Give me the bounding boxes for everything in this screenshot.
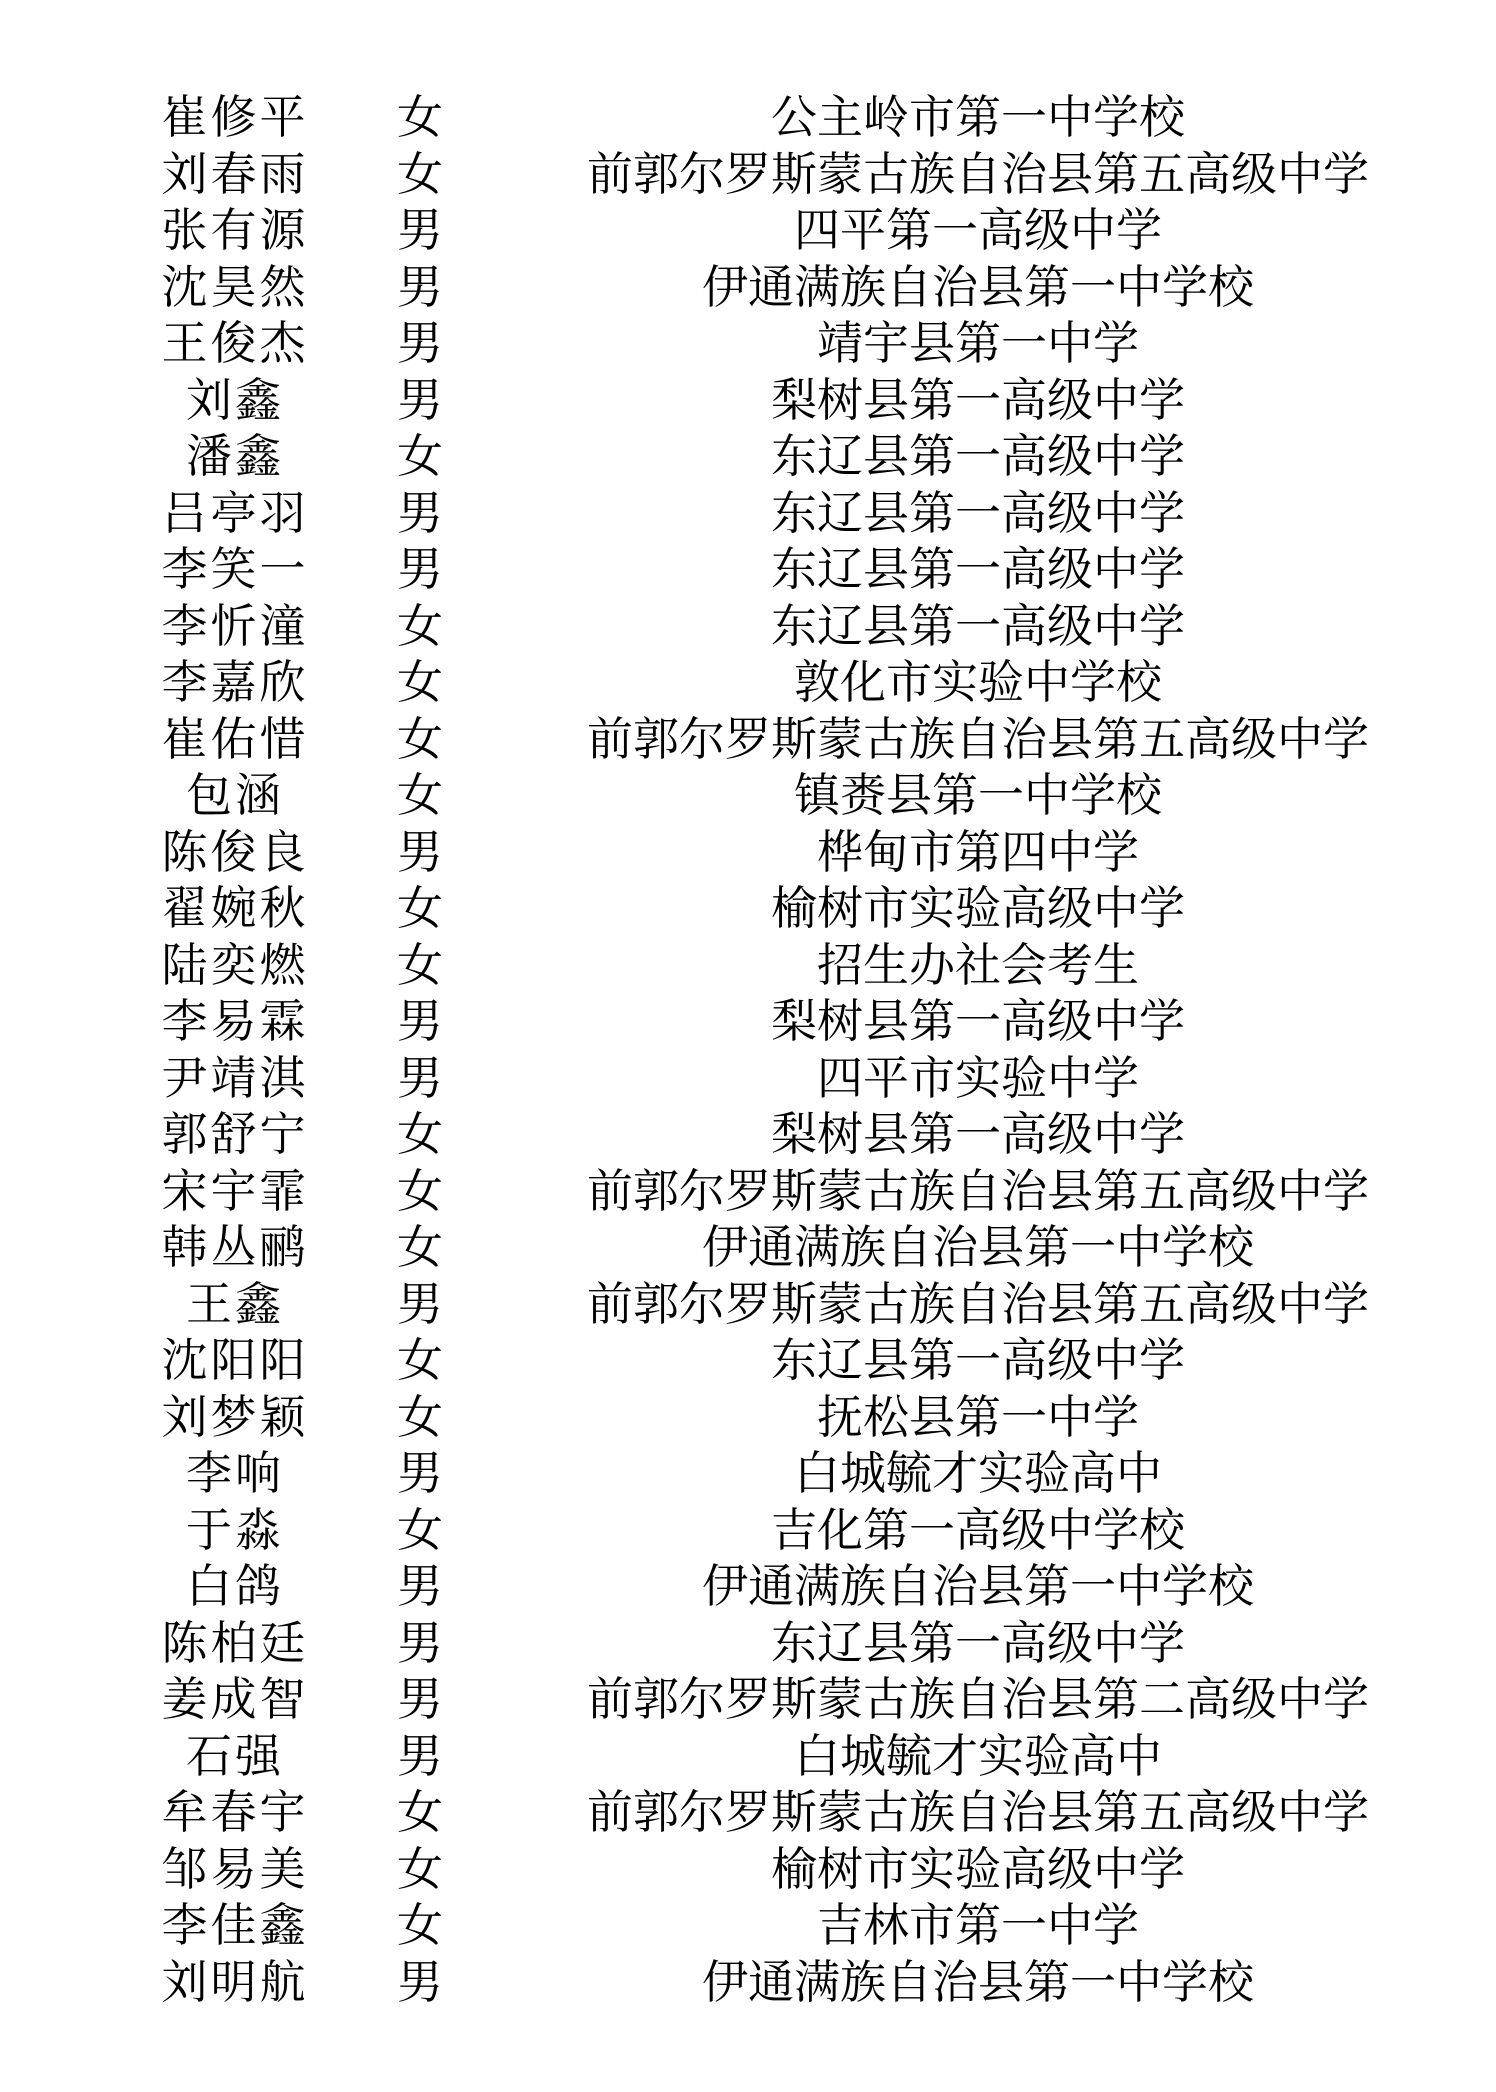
student-name-cell: 刘鑫 — [186, 374, 284, 426]
student-name-cell: 牟春宇 — [161, 1787, 309, 1838]
gender-cell: 女 — [397, 92, 443, 143]
gender-cell: 女 — [397, 770, 443, 821]
roster-row — [0, 1390, 1496, 1447]
roster-row — [0, 768, 1496, 825]
gender-cell: 女 — [397, 939, 443, 991]
school-cell: 前郭尔罗斯蒙古族自治县第五高级中学 — [587, 148, 1369, 200]
gender-cell: 男 — [397, 1674, 443, 1725]
roster-row — [0, 1446, 1496, 1503]
school-cell: 东辽县第一高级中学 — [771, 1617, 1185, 1669]
roster-row — [0, 316, 1496, 373]
school-cell: 招生办社会考生 — [817, 939, 1139, 991]
gender-cell: 女 — [397, 1222, 443, 1273]
student-name-cell: 陈柏廷 — [161, 1617, 309, 1669]
student-name-cell: 吕亭羽 — [161, 487, 309, 539]
school-cell: 抚松县第一中学 — [817, 1391, 1139, 1443]
gender-cell: 男 — [397, 487, 443, 539]
school-cell: 东辽县第一高级中学 — [771, 487, 1185, 539]
school-cell: 吉化第一高级中学校 — [771, 1504, 1185, 1556]
student-name-cell: 刘明航 — [161, 1956, 309, 2008]
student-name-cell: 李嘉欣 — [161, 657, 309, 708]
gender-cell: 女 — [397, 1165, 443, 1217]
gender-cell: 女 — [397, 657, 443, 708]
gender-cell: 女 — [397, 148, 443, 200]
student-name-cell: 宋宇霏 — [161, 1165, 309, 1217]
gender-cell: 男 — [397, 996, 443, 1047]
roster-row — [0, 712, 1496, 769]
student-name-cell: 郭舒宁 — [161, 1109, 309, 1160]
student-name-cell: 韩丛鹂 — [161, 1222, 309, 1273]
gender-cell: 男 — [397, 1730, 443, 1782]
school-cell: 公主岭市第一中学校 — [771, 92, 1185, 143]
gender-cell: 男 — [397, 1561, 443, 1612]
school-cell: 前郭尔罗斯蒙古族自治县第五高级中学 — [587, 713, 1369, 765]
school-cell: 榆树市实验高级中学 — [771, 1843, 1185, 1895]
school-cell: 伊通满族自治县第一中学校 — [702, 1561, 1254, 1612]
gender-cell: 男 — [397, 318, 443, 369]
student-name-cell: 李笑一 — [161, 544, 309, 595]
student-name-cell: 李忻潼 — [161, 600, 309, 652]
gender-cell: 男 — [397, 1448, 443, 1499]
student-name-cell: 陆奕燃 — [161, 939, 309, 991]
school-cell: 前郭尔罗斯蒙古族自治县第二高级中学 — [587, 1674, 1369, 1725]
roster-row — [0, 1559, 1496, 1616]
student-name-cell: 崔修平 — [161, 92, 309, 143]
roster-row — [0, 1164, 1496, 1221]
gender-cell: 女 — [397, 713, 443, 765]
student-name-cell: 王俊杰 — [161, 318, 309, 369]
school-cell: 前郭尔罗斯蒙古族自治县第五高级中学 — [587, 1165, 1369, 1217]
gender-cell: 女 — [397, 1900, 443, 1951]
roster-row — [0, 1785, 1496, 1842]
student-roster-list — [0, 90, 1496, 2011]
student-name-cell: 包涵 — [186, 770, 284, 821]
school-cell: 伊通满族自治县第一中学校 — [702, 1222, 1254, 1273]
roster-row — [0, 147, 1496, 204]
roster-row — [0, 655, 1496, 712]
school-cell: 东辽县第一高级中学 — [771, 1335, 1185, 1386]
student-name-cell: 李响 — [186, 1448, 284, 1499]
roster-row — [0, 881, 1496, 938]
student-name-cell: 刘梦颖 — [161, 1391, 309, 1443]
roster-row — [0, 1107, 1496, 1164]
gender-cell: 男 — [397, 374, 443, 426]
roster-row — [0, 1842, 1496, 1899]
roster-row — [0, 1220, 1496, 1277]
student-name-cell: 刘春雨 — [161, 148, 309, 200]
roster-row — [0, 1616, 1496, 1673]
gender-cell: 女 — [397, 1787, 443, 1838]
gender-cell: 男 — [397, 1052, 443, 1104]
student-name-cell: 王鑫 — [186, 1278, 284, 1330]
gender-cell: 女 — [397, 1391, 443, 1443]
student-name-cell: 沈昊然 — [161, 261, 309, 313]
student-name-cell: 潘鑫 — [186, 431, 284, 482]
roster-row — [0, 486, 1496, 543]
school-cell: 白城毓才实验高中 — [794, 1448, 1162, 1499]
school-cell: 东辽县第一高级中学 — [771, 600, 1185, 652]
school-cell: 前郭尔罗斯蒙古族自治县第五高级中学 — [587, 1787, 1369, 1838]
student-name-cell: 尹靖淇 — [161, 1052, 309, 1104]
roster-row — [0, 429, 1496, 486]
school-cell: 伊通满族自治县第一中学校 — [702, 261, 1254, 313]
roster-row — [0, 1277, 1496, 1334]
school-cell: 吉林市第一中学 — [817, 1900, 1139, 1951]
roster-row — [0, 1672, 1496, 1729]
student-name-cell: 沈阳阳 — [161, 1335, 309, 1386]
school-cell: 梨树县第一高级中学 — [771, 996, 1185, 1047]
student-name-cell: 李佳鑫 — [161, 1900, 309, 1951]
gender-cell: 女 — [397, 1335, 443, 1386]
gender-cell: 男 — [397, 261, 443, 313]
student-name-cell: 石强 — [186, 1730, 284, 1782]
school-cell: 镇赉县第一中学校 — [794, 770, 1162, 821]
roster-row — [0, 599, 1496, 656]
school-cell: 前郭尔罗斯蒙古族自治县第五高级中学 — [587, 1278, 1369, 1330]
school-cell: 白城毓才实验高中 — [794, 1730, 1162, 1782]
gender-cell: 男 — [397, 1956, 443, 2008]
gender-cell: 男 — [397, 205, 443, 256]
roster-row — [0, 90, 1496, 147]
school-cell: 梨树县第一高级中学 — [771, 374, 1185, 426]
student-name-cell: 翟婉秋 — [161, 883, 309, 934]
school-cell: 四平市实验中学 — [817, 1052, 1139, 1104]
student-name-cell: 崔佑惜 — [161, 713, 309, 765]
student-name-cell: 李易霖 — [161, 996, 309, 1047]
student-name-cell: 张有源 — [161, 205, 309, 256]
gender-cell: 男 — [397, 544, 443, 595]
roster-row — [0, 373, 1496, 430]
gender-cell: 女 — [397, 1843, 443, 1895]
roster-row — [0, 994, 1496, 1051]
school-cell: 四平第一高级中学 — [794, 205, 1162, 256]
school-cell: 靖宇县第一中学 — [817, 318, 1139, 369]
gender-cell: 女 — [397, 883, 443, 934]
roster-row — [0, 542, 1496, 599]
gender-cell: 男 — [397, 1278, 443, 1330]
school-cell: 伊通满族自治县第一中学校 — [702, 1956, 1254, 2008]
gender-cell: 男 — [397, 1617, 443, 1669]
roster-row — [0, 260, 1496, 317]
gender-cell: 女 — [397, 1504, 443, 1556]
roster-row — [0, 938, 1496, 995]
school-cell: 榆树市实验高级中学 — [771, 883, 1185, 934]
student-name-cell: 陈俊良 — [161, 826, 309, 878]
student-name-cell: 姜成智 — [161, 1674, 309, 1725]
student-name-cell: 邹易美 — [161, 1843, 309, 1895]
roster-row — [0, 1729, 1496, 1786]
school-cell: 桦甸市第四中学 — [817, 826, 1139, 878]
gender-cell: 女 — [397, 431, 443, 482]
roster-row — [0, 1051, 1496, 1108]
gender-cell: 男 — [397, 826, 443, 878]
roster-row — [0, 825, 1496, 882]
roster-row — [0, 1898, 1496, 1955]
school-cell: 敦化市实验中学校 — [794, 657, 1162, 708]
school-cell: 东辽县第一高级中学 — [771, 544, 1185, 595]
roster-row — [0, 1503, 1496, 1560]
roster-row — [0, 203, 1496, 260]
student-name-cell: 于淼 — [186, 1504, 284, 1556]
school-cell: 东辽县第一高级中学 — [771, 431, 1185, 482]
gender-cell: 女 — [397, 600, 443, 652]
roster-row — [0, 1955, 1496, 2012]
student-name-cell: 白鸽 — [186, 1561, 284, 1612]
school-cell: 梨树县第一高级中学 — [771, 1109, 1185, 1160]
gender-cell: 女 — [397, 1109, 443, 1160]
roster-row — [0, 1333, 1496, 1390]
